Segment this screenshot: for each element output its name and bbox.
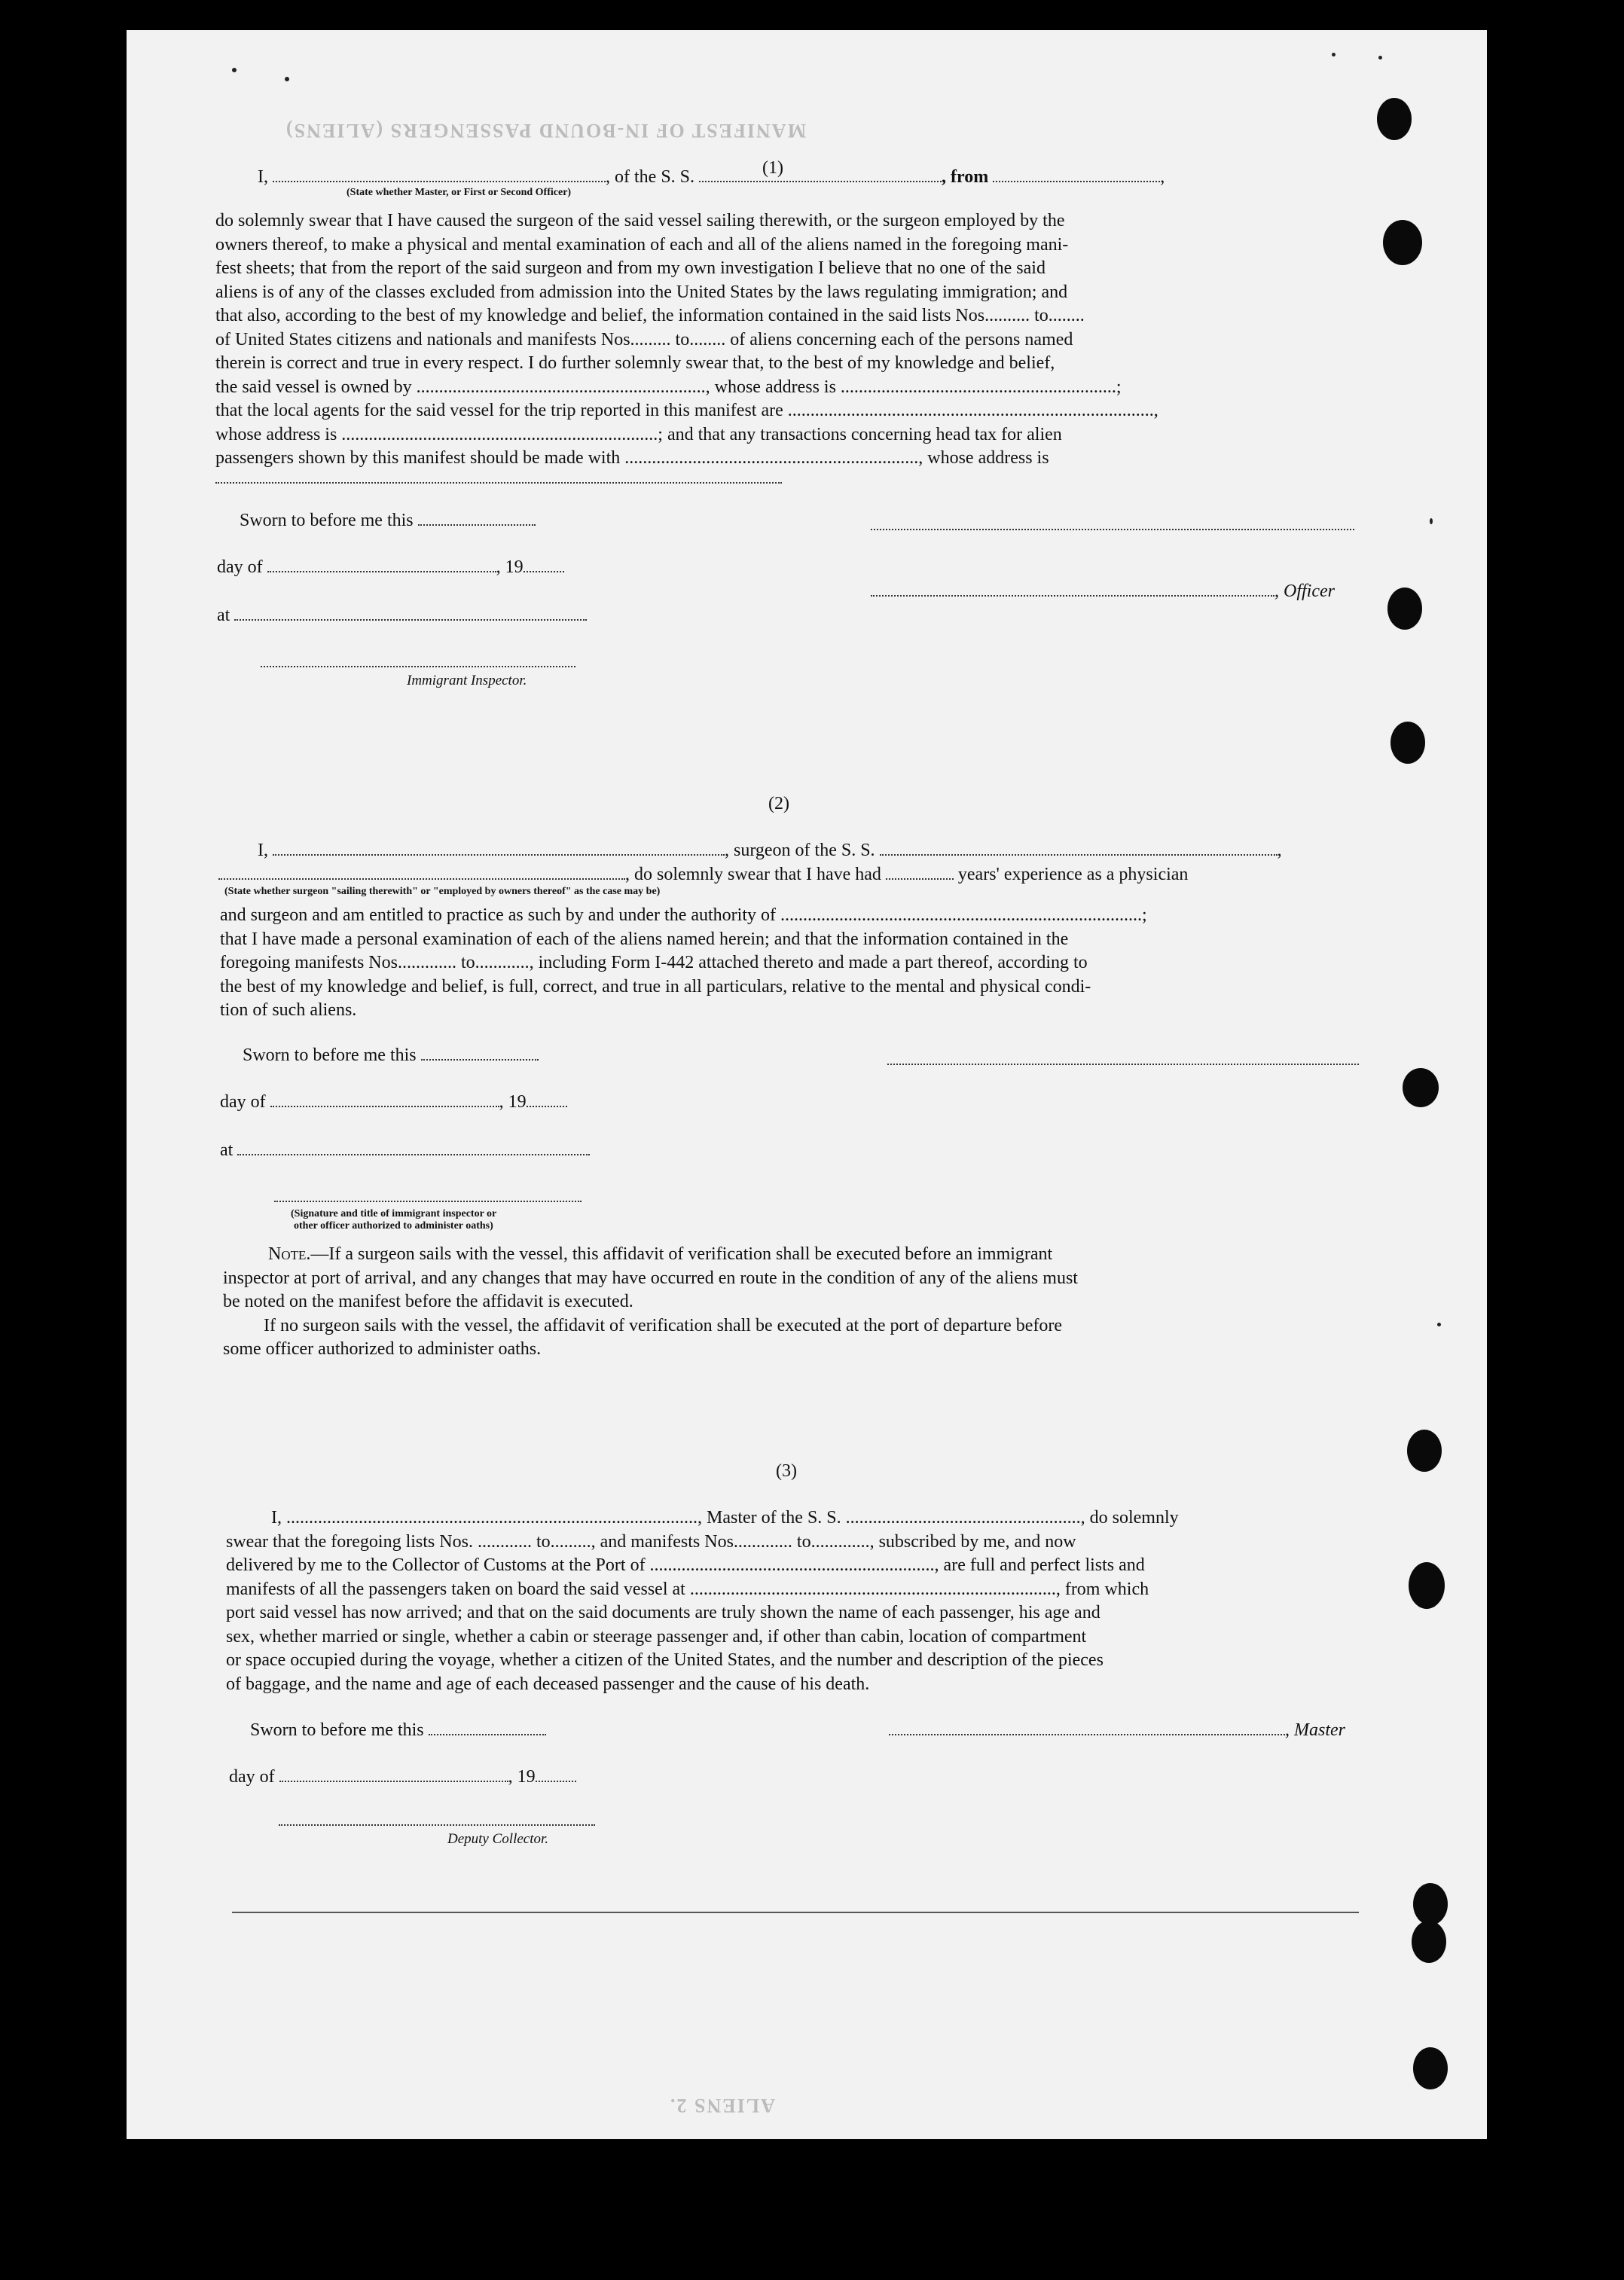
section-1-body — [215, 209, 1354, 471]
punch-hole — [1412, 1921, 1446, 1963]
body-line: therein is correct and true in every respect. I do further solemnly swear that, to the best of my knowledge and belief, — [215, 353, 1055, 373]
body-line: owners thereof, to make a physical and mental examination of each and all of the aliens named in the foregoing mani- — [215, 234, 1069, 255]
note-line: If no surgeon sails with the vessel, the affidavit of verification shall be executed at the port of departure before — [264, 1315, 1063, 1335]
bleed-through-text: MANIFEST OF IN-BOUND PASSENGERS (ALIENS) — [285, 120, 807, 142]
section-2-line-1: I, , surgeon of the S. S. , — [258, 841, 1282, 860]
body-line: that I have made a personal examination of each of the aliens named herein; and that the information contained in the — [220, 929, 1069, 949]
inspector-signature-line — [261, 666, 575, 667]
section-2-caption: (State whether surgeon "sailing therewith" or "employed by owners thereof" as the case may be) — [224, 886, 661, 897]
body-line: swear that the foregoing lists Nos. ............ to........., and manifests Nos............. to............., subscribed by me, and now — [226, 1531, 1076, 1552]
section-2-number: (2) — [768, 794, 789, 813]
body-line: of United States citizens and nationals and manifests Nos......... to........ of aliens concerning each of the persons named — [215, 329, 1073, 349]
body-line: delivered by me to the Collector of Customs at the Port of ..............................................................., are full and perfect lists and — [226, 1555, 1145, 1575]
body-line: and surgeon and am entitled to practice as such by and under the authority of ................................................................................; — [220, 905, 1147, 925]
section-2-day: day of , 19 — [220, 1091, 567, 1114]
body-line: that the local agents for the said vessel for the trip reported in this manifest are ................................................................................., — [215, 401, 1158, 420]
punch-hole — [1377, 98, 1412, 140]
section-1-number: (1) — [762, 158, 783, 178]
speck — [1378, 56, 1382, 60]
section-1-sworn: Sworn to before me this — [240, 509, 536, 533]
body-line: foregoing manifests Nos............. to............, including Form I-442 attached thereto and made a part thereof, according to — [220, 953, 1088, 972]
section-2-signature-caption-1: (Signature and title of immigrant inspector or — [291, 1208, 497, 1219]
section-2-body — [220, 904, 1357, 1023]
note-line: inspector at port of arrival, and any changes that may have occurred en route in the condition of any of the aliens must — [223, 1268, 1078, 1288]
section-3-body — [226, 1506, 1362, 1696]
deputy-signature-line — [279, 1824, 595, 1826]
punch-hole — [1390, 722, 1425, 764]
body-line: that also, according to the best of my knowledge and belief, the information contained in the said lists Nos.......... to........ — [215, 306, 1085, 325]
body-line: whose address is ......................................................................; and that any transactions concerning head tax for alien — [215, 424, 1062, 444]
body-line: passengers shown by this manifest should be made with ................................................................., whose address is — [215, 448, 1049, 468]
punch-hole — [1383, 220, 1422, 265]
punch-hole — [1407, 1430, 1442, 1472]
section-2-sworn: Sworn to before me this — [243, 1044, 539, 1067]
speck — [232, 68, 237, 72]
section-2-signature-caption-2: other officer authorized to administer oaths) — [294, 1220, 493, 1232]
section-3-day: day of , 19 — [229, 1766, 576, 1789]
body-line: I, ..........................................................................................., Master of the S. S. ...................................................., do solemnly — [271, 1508, 1179, 1528]
bleed-through-text: ALIENS 2. — [669, 2095, 775, 2117]
bottom-rule — [232, 1912, 1359, 1913]
punch-hole — [1403, 1068, 1439, 1107]
speck — [1332, 53, 1336, 56]
inspector-signature-line-2 — [274, 1201, 582, 1202]
body-line: the said vessel is owned by ................................................................, whose address is .............................................................; — [215, 377, 1122, 397]
speck — [1430, 518, 1433, 524]
surgeon-signature-line — [887, 1064, 1359, 1065]
body-line: aliens is of any of the classes excluded from admission into the United States by the laws regulating immigration; and — [215, 282, 1068, 302]
body-line: fest sheets; that from the report of the said surgeon and from my own investigation I believe that no one of the said — [215, 258, 1046, 278]
section-3-master: , Master — [889, 1719, 1345, 1742]
document-page — [127, 30, 1487, 2139]
speck — [1437, 1323, 1441, 1326]
note-line: be noted on the manifest before the affidavit is executed. — [223, 1292, 633, 1311]
body-line: do solemnly swear that I have caused the surgeon of the said vessel sailing therewith, or the surgeon employed by the — [215, 211, 1065, 230]
body-line: sex, whether married or single, whether a cabin or steerage passenger and, if other than cabin, location of compartment — [226, 1626, 1087, 1647]
section-1-at: at — [217, 604, 587, 627]
section-3-number: (3) — [776, 1461, 797, 1481]
section-1-officer: , Officer — [871, 580, 1335, 603]
punch-hole — [1413, 2047, 1448, 2089]
section-2-note — [223, 1243, 1359, 1362]
section-1-inspector: Immigrant Inspector. — [407, 673, 527, 688]
address-dotted-line — [215, 482, 782, 484]
section-1-line-1: I, , of the S. S. , from , — [258, 167, 1165, 187]
section-1-caption: (State whether Master, or First or Second Officer) — [346, 187, 572, 198]
speck — [285, 77, 289, 81]
body-line: or space occupied during the voyage, whether a citizen of the United States, and the number and description of the pieces — [226, 1650, 1104, 1670]
body-line: tion of such aliens. — [220, 1000, 357, 1020]
body-line: manifests of all the passengers taken on board the said vessel at ................................................................................., from which — [226, 1579, 1149, 1599]
punch-hole — [1387, 588, 1422, 630]
punch-hole — [1409, 1562, 1445, 1609]
note-line: Note.—If a surgeon sails with the vessel, this affidavit of verification shall be executed before an immigrant — [268, 1244, 1053, 1264]
section-1-day: day of , 19 — [217, 556, 564, 579]
body-line: the best of my knowledge and belief, is full, correct, and true in all particulars, relative to the mental and physical condi- — [220, 976, 1091, 997]
section-2-line-2: , do solemnly swear that I have had years' experience as a physician — [218, 863, 1188, 887]
note-line: some officer authorized to administer oaths. — [223, 1339, 542, 1359]
section-2-at: at — [220, 1139, 590, 1162]
section-3-sworn: Sworn to before me this — [250, 1719, 546, 1742]
body-line: port said vessel has now arrived; and that on the said documents are truly shown the name of each passenger, his age and — [226, 1603, 1100, 1622]
officer-signature-line-1 — [871, 529, 1354, 530]
punch-hole — [1413, 1883, 1448, 1925]
section-3-deputy: Deputy Collector. — [447, 1831, 549, 1847]
body-line: of baggage, and the name and age of each deceased passenger and the cause of his death. — [226, 1674, 870, 1694]
